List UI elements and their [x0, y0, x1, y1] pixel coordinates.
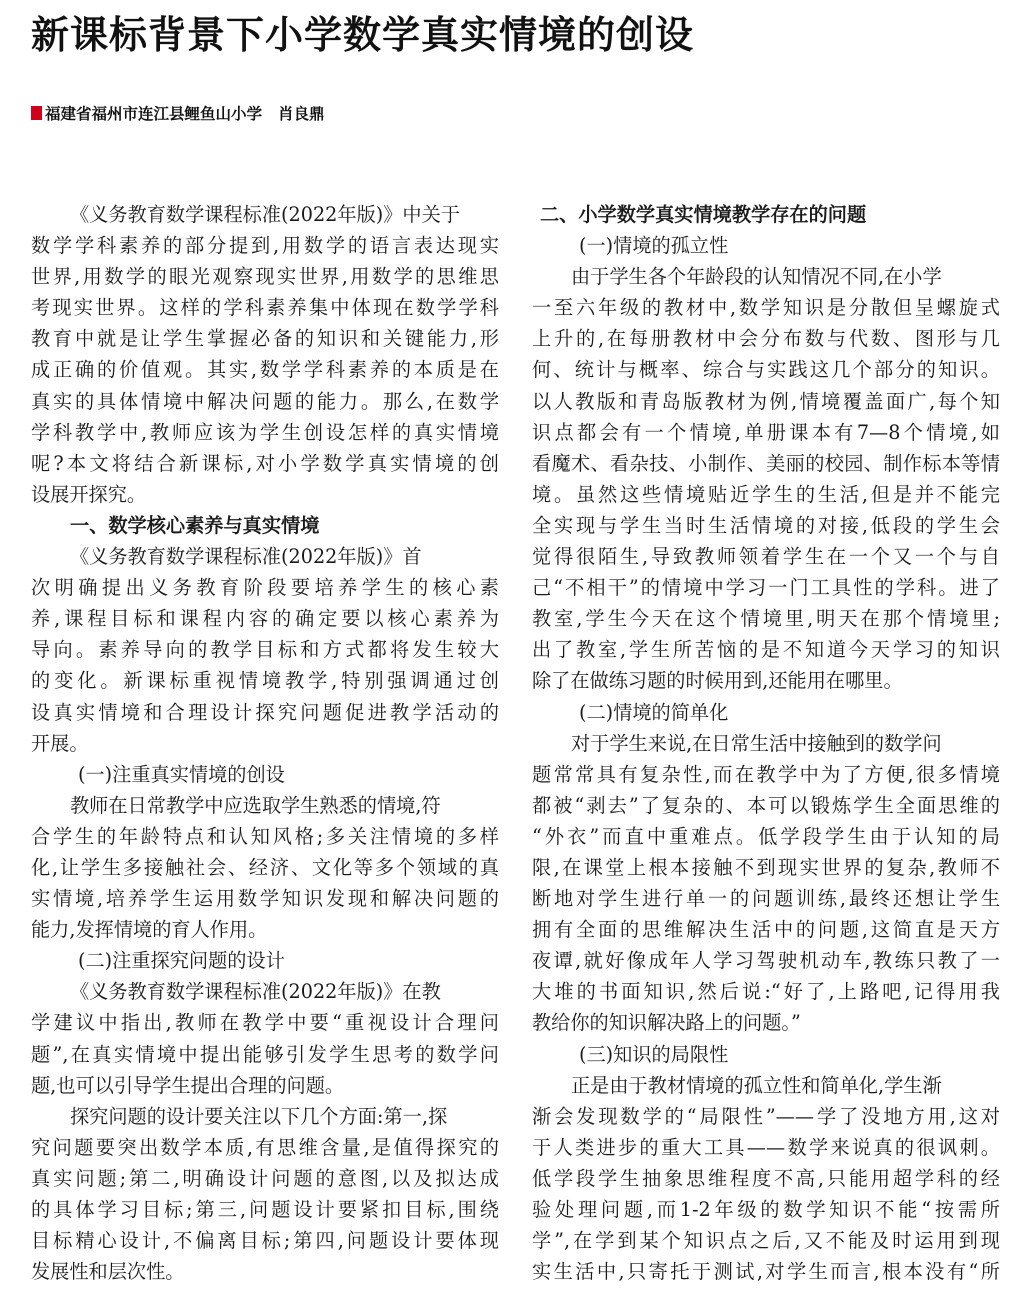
- text-line: 对于学生来说,在日常生活中接触到的数学问: [571, 731, 942, 755]
- text-line: 限,在课堂上根本接触不到现实世界的复杂,教师不: [532, 855, 1000, 879]
- text-line: 化,让学生多接触社会、经济、文化等多个领域的真: [31, 855, 499, 879]
- text-line: 设展开探究。: [31, 482, 147, 506]
- byline: [31, 102, 325, 124]
- text-line: 学”,在学到某个知识点之后,又不能及时运用到现: [532, 1229, 1000, 1253]
- text-line: 发展性和层次性。: [31, 1260, 185, 1284]
- text-line: 考现实世界。这样的学科素养集中体现在数学学科: [31, 296, 499, 320]
- author-name: 肖良鼎: [278, 105, 325, 123]
- text-line: 次明确提出义务教育阶段要培养学生的核心素: [31, 576, 499, 600]
- text-line: 合学生的年龄特点和认知风格;多关注情境的多样: [31, 824, 499, 848]
- text-line: 教室,学生今天在这个情境里,明天在那个情境里;: [532, 607, 1000, 631]
- text-line: 题常常具有复杂性,而在教学中为了方便,很多情境: [532, 762, 1000, 786]
- text-line: 真实问题;第二,明确设计问题的意图,以及拟达成: [31, 1166, 499, 1190]
- text-line: 教师在日常教学中应选取学生熟悉的情境,符: [70, 793, 441, 817]
- text-line: 识点都会有一个情境,单册课本有7—8个情境,如: [532, 420, 1000, 444]
- text-line: 实情境,培养学生运用数学知识发现和解决问题的: [31, 887, 499, 911]
- text-line: 出了教室,学生所苦恼的是不知道今天学习的知识: [532, 638, 1000, 662]
- text-line: (一)注重真实情境的创设: [78, 762, 285, 786]
- text-line: 全实现与学生当时生活情境的对接,低段的学生会: [532, 513, 1000, 537]
- text-line: 境。虽然这些情境贴近学生的生活,但是并不能完: [532, 482, 1000, 506]
- text-line: 呢?本文将结合新课标,对小学数学真实情境的创: [31, 451, 499, 475]
- text-line: 教育中就是让学生掌握必备的知识和关键能力,形: [31, 327, 499, 351]
- text-line: 数学学科素养的部分提到,用数学的语言表达现实: [31, 234, 499, 258]
- text-line: (一)情境的孤立性: [579, 234, 729, 258]
- text-line: 看魔术、看杂技、小制作、美丽的校园、制作标本等情: [532, 451, 1000, 475]
- text-line: 《义务教育数学课程标准(2022年版)》首: [70, 545, 422, 569]
- text-line: 真实的具体情境中解决问题的能力。那么,在数学: [31, 389, 499, 413]
- text-line: 题”,在真实情境中提出能够引发学生思考的数学问: [31, 1042, 499, 1066]
- text-line: (二)注重探究问题的设计: [78, 949, 285, 973]
- text-line: 实生活中,只寄托于测试,对学生而言,根本没有“所: [532, 1260, 1000, 1284]
- text-line: 以人教版和青岛版教材为例,情境覆盖面广,每个知: [532, 389, 1000, 413]
- text-line: 设真实情境和合理设计探究问题促进教学活动的: [31, 700, 499, 724]
- text-line: 何、统计与概率、综合与实践这几个部分的知识。: [532, 358, 1000, 382]
- text-line: 都被“剥去”了复杂的、本可以锻炼学生全面思维的: [532, 793, 1000, 817]
- text-line: 断地对学生进行单一的问题训练,最终还想让学生: [532, 887, 1000, 911]
- text-line: 觉得很陌生,导致教师领着学生在一个又一个与自: [532, 545, 1000, 569]
- text-line: 能力,发挥情境的育人作用。: [31, 918, 268, 942]
- text-line: 上升的,在每册教材中会分布数与代数、图形与几: [532, 327, 1000, 351]
- text-line: 导向。素养导向的教学目标和方式都将发生较大: [31, 638, 499, 662]
- text-line: 己“不相干”的情境中学习一门工具性的学科。进了: [532, 576, 1000, 600]
- section-heading: 二、小学数学真实情境教学存在的问题: [540, 203, 867, 226]
- text-line: 于人类进步的重大工具——数学来说真的很讽刺。: [532, 1135, 1000, 1159]
- text-line: (三)知识的局限性: [579, 1042, 729, 1066]
- text-line: 的具体学习目标;第三,问题设计要紧扣目标,围绕: [31, 1198, 499, 1221]
- text-line: 渐会发现数学的“局限性”——学了没地方用,这对: [532, 1104, 1000, 1128]
- text-line: 正是由于教材情境的孤立性和简单化,学生渐: [571, 1073, 942, 1097]
- text-line: 验处理问题,而1-2年级的数学知识不能“按需所: [532, 1198, 1000, 1221]
- article-title: 新课标背景下小学数学真实情境的创设: [31, 13, 695, 57]
- text-line: 世界,用数学的眼光观察现实世界,用数学的思维思: [31, 265, 499, 289]
- text-line: 成正确的价值观。其实,数学学科素养的本质是在: [31, 358, 499, 382]
- text-line: 学科教学中,教师应该为学生创设怎样的真实情境: [31, 420, 499, 444]
- left-column: [31, 199, 499, 1287]
- text-line: 究问题要突出数学本质,有思维含量,是值得探究的: [31, 1135, 499, 1159]
- text-line: 的变化。新课标重视情境教学,特别强调通过创: [31, 669, 499, 693]
- text-line: (二)情境的简单化: [579, 700, 729, 724]
- author-affiliation: 福建省福州市连江县鲤鱼山小学: [45, 105, 263, 123]
- red-square-icon: [31, 106, 42, 120]
- right-column: [532, 199, 1000, 1287]
- text-line: 目标精心设计,不偏离目标;第四,问题设计要体现: [31, 1229, 499, 1253]
- text-line: 开展。: [31, 731, 89, 755]
- text-line: 拥有全面的思维解决生活中的问题,这简直是天方: [532, 918, 1000, 942]
- text-line: 低学段学生抽象思维程度不高,只能用超学科的经: [532, 1166, 1000, 1190]
- text-line: 学建议中指出,教师在教学中要“重视设计合理问: [31, 1011, 499, 1035]
- text-line: 大堆的书面知识,然后说:“好了,上路吧,记得用我: [532, 980, 1000, 1004]
- text-line: 探究问题的设计要关注以下几个方面:第一,探: [70, 1104, 448, 1128]
- text-line: 由于学生各个年龄段的认知情况不同,在小学: [571, 265, 942, 289]
- text-line: 夜谭,就好像成年人学习驾驶机动车,教练只教了一: [532, 949, 1000, 973]
- text-line: 题,也可以引导学生提出合理的问题。: [31, 1073, 345, 1097]
- text-line: 一至六年级的教材中,数学知识是分散但呈螺旋式: [532, 296, 1000, 320]
- text-line: 《义务教育数学课程标准(2022年版)》中关于: [70, 203, 460, 226]
- text-line: 养,课程目标和课程内容的确定要以核心素养为: [31, 607, 499, 631]
- text-line: 《义务教育数学课程标准(2022年版)》在教: [70, 980, 441, 1004]
- text-line: 除了在做练习题的时候用到,还能用在哪里。: [532, 669, 903, 693]
- section-heading: 一、数学核心素养与真实情境: [70, 513, 320, 537]
- text-line: 教给你的知识解决路上的问题。”: [532, 1011, 801, 1035]
- text-line: “外衣”而直中重难点。低学段学生由于认知的局: [532, 824, 1000, 848]
